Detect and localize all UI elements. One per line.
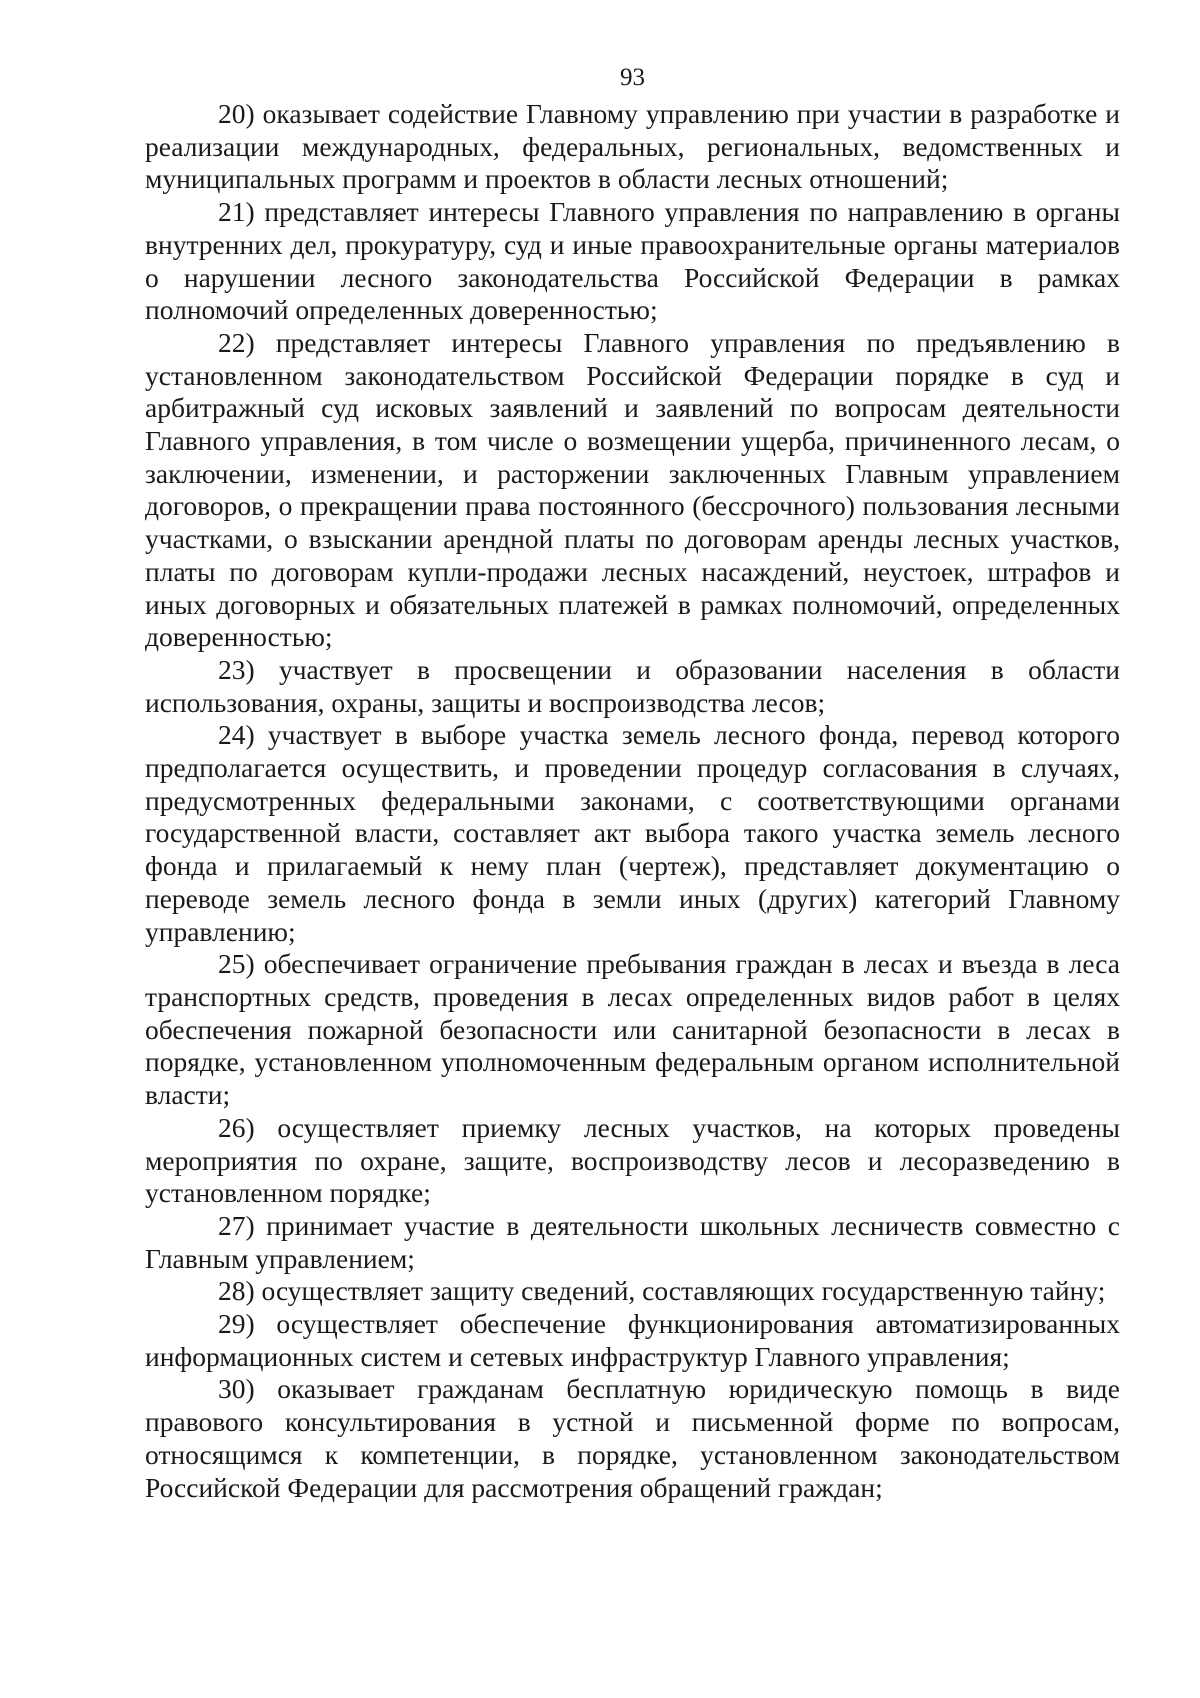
list-item-30: 30) оказывает гражданам бесплатную юридическую помощь в виде правового консультирования в устной и письменной форме по вопросам, относящимся к компетенции, в порядке, установленном законодательством Российской Федерации для рассмотрения обращений граждан;	[145, 1373, 1120, 1503]
list-item-27: 27) принимает участие в деятельности школьных лесничеств совместно с Главным управлением;	[145, 1209, 1120, 1274]
list-item-26: 26) осуществляет приемку лесных участков, на которых проведены мероприятия по охране, защите, воспроизводству лесов и лесоразведению в установленном порядке;	[145, 1111, 1120, 1209]
list-item-29: 29) осуществляет обеспечение функционирования автоматизированных информационных систем и сетевых инфраструктур Главного управления;	[145, 1308, 1120, 1372]
list-item-28: 28) осуществляет защиту сведений, составляющих государственную тайну;	[218, 1275, 1106, 1307]
list-item-21: 21) представляет интересы Главного управления по направлению в органы внутренних дел, прокуратуру, суд и иные правоохранительные органы материалов о нарушении лесного законодательства Российской Федерации в рамках полномочий определенных доверенностью;	[145, 196, 1120, 326]
list-item-25: 25) обеспечивает ограничение пребывания граждан в лесах и въезда в леса транспортных средств, проведения в лесах определенных видов работ в целях обеспечения пожарной безопасности или санитарной безопасности в лесах в порядке, установленном уполномоченным федеральным органом исполнительной власти;	[145, 948, 1120, 1111]
page-number: 93	[620, 64, 645, 91]
document-page	[145, 62, 1120, 1504]
list-item-22: 22) представляет интересы Главного управления по предъявлению в установленном законодательством Российской Федерации порядке в суд и арбитражный суд исковых заявлений и заявлений по вопросам деятельности Главного управления, в том числе о возмещении ущерба, причиненного лесам, о заключении, изменении, и расторжении заключенных Главным управлением договоров, о прекращении права постоянного (бессрочного) пользования лесными участками, о взыскании арендной платы по договорам аренды лесных участков, платы по договорам купли-продажи лесных насаждений, неустоек, штрафов и иных договорных и обязательных платежей в рамках полномочий, определенных доверенностью;	[145, 326, 1120, 653]
list-item-23: 23) участвует в просвещении и образовании населения в области использования, охраны, защиты и воспроизводства лесов;	[145, 653, 1120, 718]
list-item-24: 24) участвует в выборе участка земель лесного фонда, перевод которого предполагается осуществить, и проведении процедур согласования в случаях, предусмотренных федеральными законами, с соответствующими органами государственной власти, составляет акт выбора такого участка земель лесного фонда и прилагаемый к нему план (чертеж), представляет документацию о переводе земель лесного фонда в земли иных (других) категорий Главному управлению;	[145, 719, 1120, 947]
list-item-20: 20) оказывает содействие Главному управлению при участии в разработке и реализации международных, федеральных, региональных, ведомственных и муниципальных программ и проектов в области лесных отношений;	[145, 98, 1120, 195]
